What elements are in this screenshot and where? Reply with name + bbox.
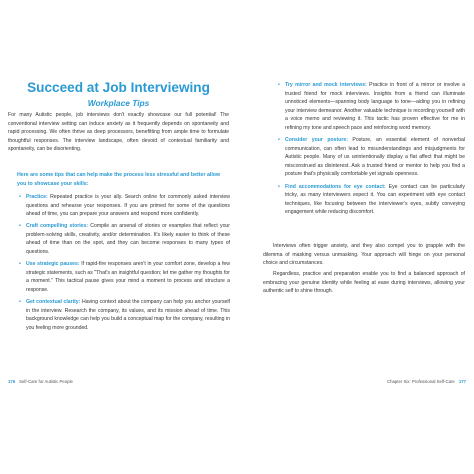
list-item bbox=[19, 260, 230, 294]
list-item bbox=[19, 298, 230, 332]
tip-term: Craft compelling stories: bbox=[26, 223, 89, 230]
tip-term: Try mirror and mock interviews: bbox=[285, 82, 367, 88]
page-title: Succeed at Job Interviewing bbox=[27, 80, 210, 95]
bullet-icon: • bbox=[278, 82, 280, 88]
list-item bbox=[278, 183, 465, 217]
tip-text: Compile an arsenal of stories or examples that reflect your problem-solving skills, creativity, and/or determination. It's likely easier to think of these ahead of time than on the spot, and they can become responses to many types of questions. bbox=[26, 223, 231, 256]
list-item bbox=[278, 81, 465, 133]
page-number: 176 bbox=[8, 379, 16, 384]
tips-list-left bbox=[19, 193, 230, 336]
bullet-icon: • bbox=[19, 223, 21, 230]
tip-term: Use strategic pauses: bbox=[26, 261, 80, 268]
list-item bbox=[278, 136, 465, 179]
bullet-icon: • bbox=[278, 137, 280, 144]
bullet-icon: • bbox=[19, 261, 21, 268]
tips-list-right bbox=[278, 81, 465, 220]
tip-text: Having context about the company can help you anchor yourself in the interview. Research the company, its values, and its mission ahead of time. This background knowledge can help you build a conceptual map for the company, resulting in you feeling more grounded. bbox=[26, 299, 230, 331]
tip-text: Eye contact can be particularly tricky, as many interviewers expect it. You can experiment with eye contact techniques, like focusing between the interviewer's eyes, subtly conveying engagement while reducing discomfort. bbox=[285, 183, 466, 216]
tip-term: Consider your posture: bbox=[285, 137, 348, 144]
page-number: 177 bbox=[458, 379, 466, 384]
list-item bbox=[19, 222, 230, 256]
closing-paragraph-1: Interviews often trigger anxiety, and they also compel you to grapple with the dilemma of masking versus unmasking. Your approach will hinge on your personal choice and circumstances. bbox=[263, 243, 465, 267]
closing-paragraph-2: Regardless, practice and preparation enable you to find a balanced approach of embracing your genuine identity while feeling at ease during interviews, allowing your authentic self to shine through. bbox=[263, 271, 465, 295]
right-page bbox=[237, 0, 474, 474]
bullet-icon: • bbox=[278, 183, 280, 190]
tip-text: Repeated practice is your ally. Search online for commonly asked interview questions and rehearse your responses. If you are primed for some of the questions ahead of time, you can prepare your answers and respond more confidently. bbox=[26, 194, 230, 218]
page-subtitle: Workplace Tips bbox=[87, 98, 150, 108]
bullet-icon: • bbox=[19, 299, 21, 306]
tip-text: If rapid-fire responses aren't in your comfort zone, develop a few strategic statements, such as "That's an insightful question; let me gather my thoughts for a moment." This tactical pause gives your mind a moment to process and structure a response. bbox=[26, 261, 230, 293]
right-footer bbox=[387, 379, 466, 384]
tips-lead-in: Here are some tips that can help make the process less stressful and better allow you to showcase your skills: bbox=[17, 172, 221, 187]
tip-term: Get contextual clarity: bbox=[26, 299, 81, 306]
list-item bbox=[19, 193, 230, 219]
tip-text: Posture, an essential element of nonverbal communication, can often lead to misunderstandings and misjudgments for Autistic people. Many of us unintentionally display a flat affect that might be misconstrued as disinterest. Ask a trusted friend or mentor to help you find a posture that's physically comfortable yet signals openness. bbox=[285, 137, 466, 178]
tip-text: Practice in front of a mirror or involve a trusted friend for mock interviews. Insights from a friend can illuminate unnoticed elements—spanning body language to tone—aiding you in refining your interview demeanor. Another valuable technique is recording yourself with a voice memo and reviewing it. This tactic has proven effective for me in refining my tone and speech pace and reinforcing word memory. bbox=[285, 82, 465, 131]
running-title: Chapter Six: Professional Self-Care bbox=[387, 379, 455, 384]
intro-paragraph: For many Autistic people, job interviews don't exactly showcase our full potential! The conventional interview setting can induce anxiety as it frequently depends on spontaneity and rapid processing. We often thrive as deep processors, benefitting from ample time to formulate thoughtful responses. The interview landscape, often devoid of contextual familiarity and spontaneity, can be disorienting. bbox=[8, 112, 229, 153]
bullet-icon: • bbox=[19, 194, 21, 200]
tip-term: Practice: bbox=[26, 194, 48, 200]
running-title: Self-Care for Autistic People bbox=[19, 379, 73, 384]
tip-term: Find accommodations for eye contact: bbox=[285, 183, 386, 190]
left-footer bbox=[8, 379, 73, 384]
